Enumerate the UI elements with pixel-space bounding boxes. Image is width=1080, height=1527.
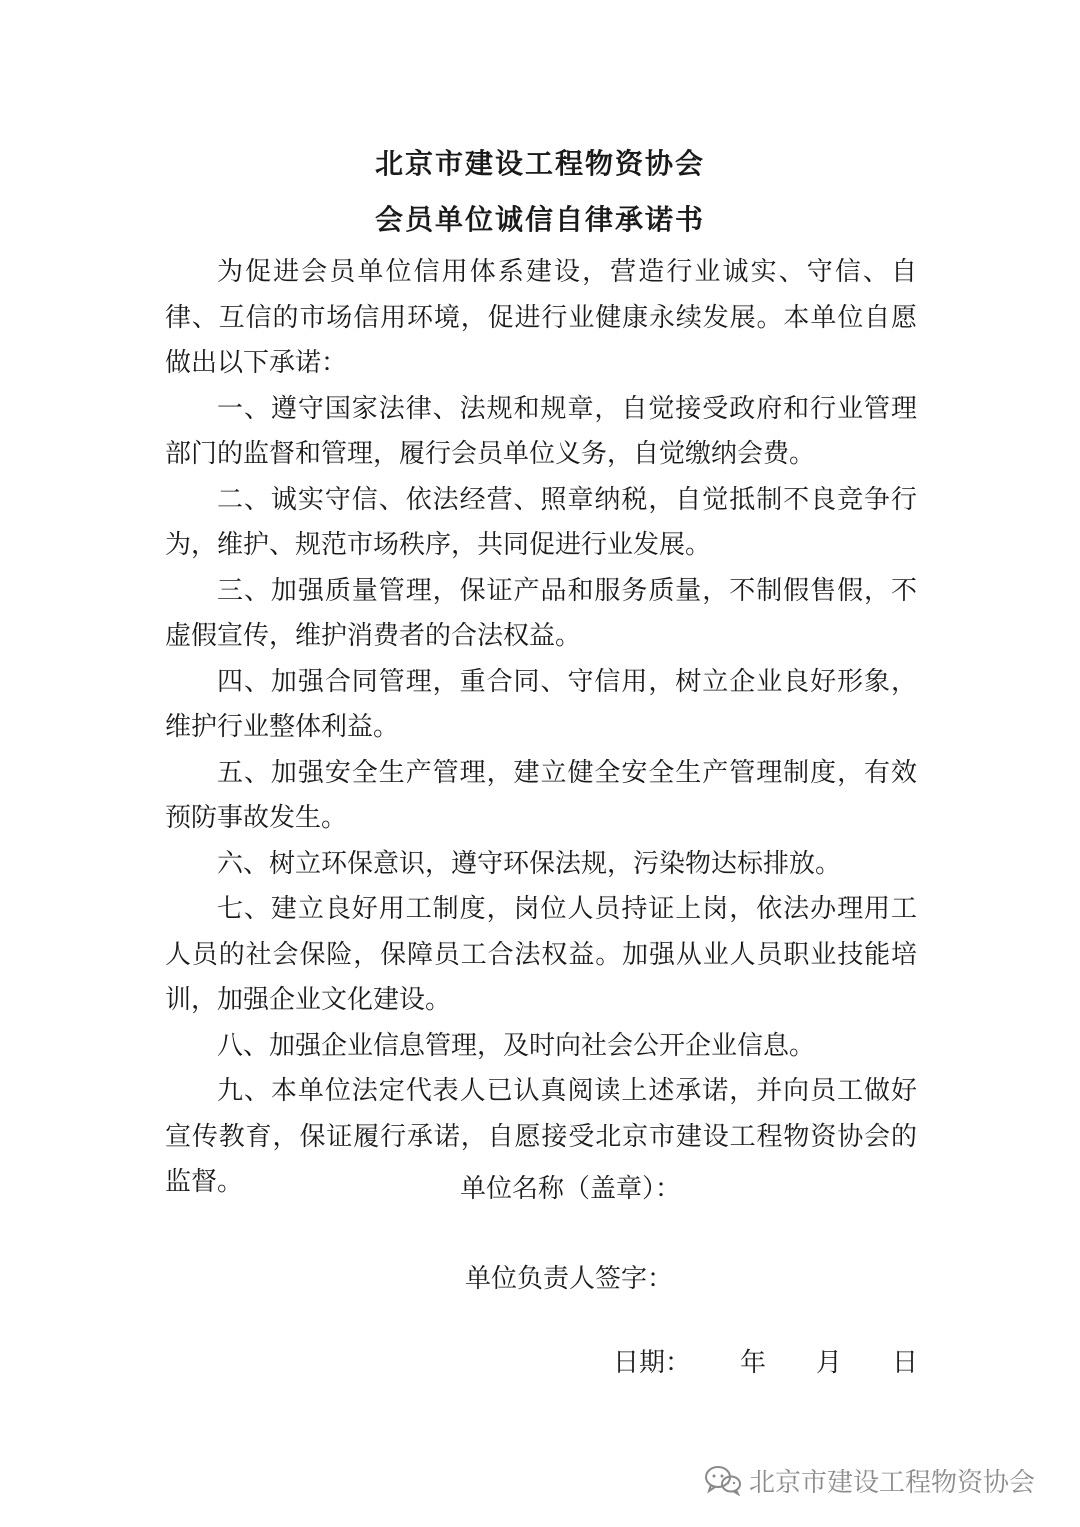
paragraph-item-5: 五、加强安全生产管理，建立健全安全生产管理制度，有效预防事故发生。 xyxy=(165,757,917,833)
document-body xyxy=(165,250,917,1206)
paragraph-item-9: 九、本单位法定代表人已认真阅读上述承诺，并向员工做好宣传教育，保证履行承诺，自愿接受北京市建设工程物资协会的监督。 xyxy=(165,1076,917,1197)
wechat-icon xyxy=(703,1464,743,1496)
month-label: 月 xyxy=(816,1348,843,1378)
date-row xyxy=(0,1342,1080,1382)
paragraph-item-2: 二、诚实守信、依法经营、照章纳税，自觉抵制不良竞争行为，维护、规范市场秩序，共同促进行业发展。 xyxy=(165,484,917,560)
paragraph-item-6: 六、树立环保意识，遵守环保法规，污染物达标排放。 xyxy=(217,848,842,879)
day-label: 日 xyxy=(892,1348,919,1378)
paragraph-item-8: 八、加强企业信息管理，及时向社会公开企业信息。 xyxy=(217,1030,816,1061)
document-subtitle: 会员单位诚信自律承诺书 xyxy=(374,203,705,236)
unit-name-label: 单位名称（盖章）： xyxy=(460,1174,682,1204)
person-sign-label: 单位负责人签字： xyxy=(465,1264,674,1294)
paragraph-item-1: 一、遵守国家法律、法规和规章，自觉接受政府和行业管理部门的监督和管理，履行会员单位义务，自觉缴纳会费。 xyxy=(165,393,917,469)
document-title: 北京市建设工程物资协会 xyxy=(374,147,705,180)
paragraph-item-4: 四、加强合同管理，重合同、守信用，树立企业良好形象，维护行业整体利益。 xyxy=(165,666,917,742)
year-label: 年 xyxy=(740,1348,767,1378)
paragraph-intro: 为促进会员单位信用体系建设，营造行业诚实、守信、自律、互信的市场信用环境，促进行业健康永续发展。本单位自愿做出以下承诺： xyxy=(165,257,917,378)
watermark-text: 北京市建设工程物资协会 xyxy=(749,1467,1036,1498)
watermark xyxy=(703,1462,1035,1498)
paragraph-item-3: 三、加强质量管理，保证产品和服务质量，不制假售假，不虚假宣传，维护消费者的合法权益。 xyxy=(165,575,917,651)
paragraph-item-7: 七、建立良好用工制度，岗位人员持证上岗，依法办理用工人员的社会保险，保障员工合法权益。加强从业人员职业技能培训，加强企业文化建设。 xyxy=(165,894,917,1015)
date-label: 日期： xyxy=(613,1348,692,1378)
